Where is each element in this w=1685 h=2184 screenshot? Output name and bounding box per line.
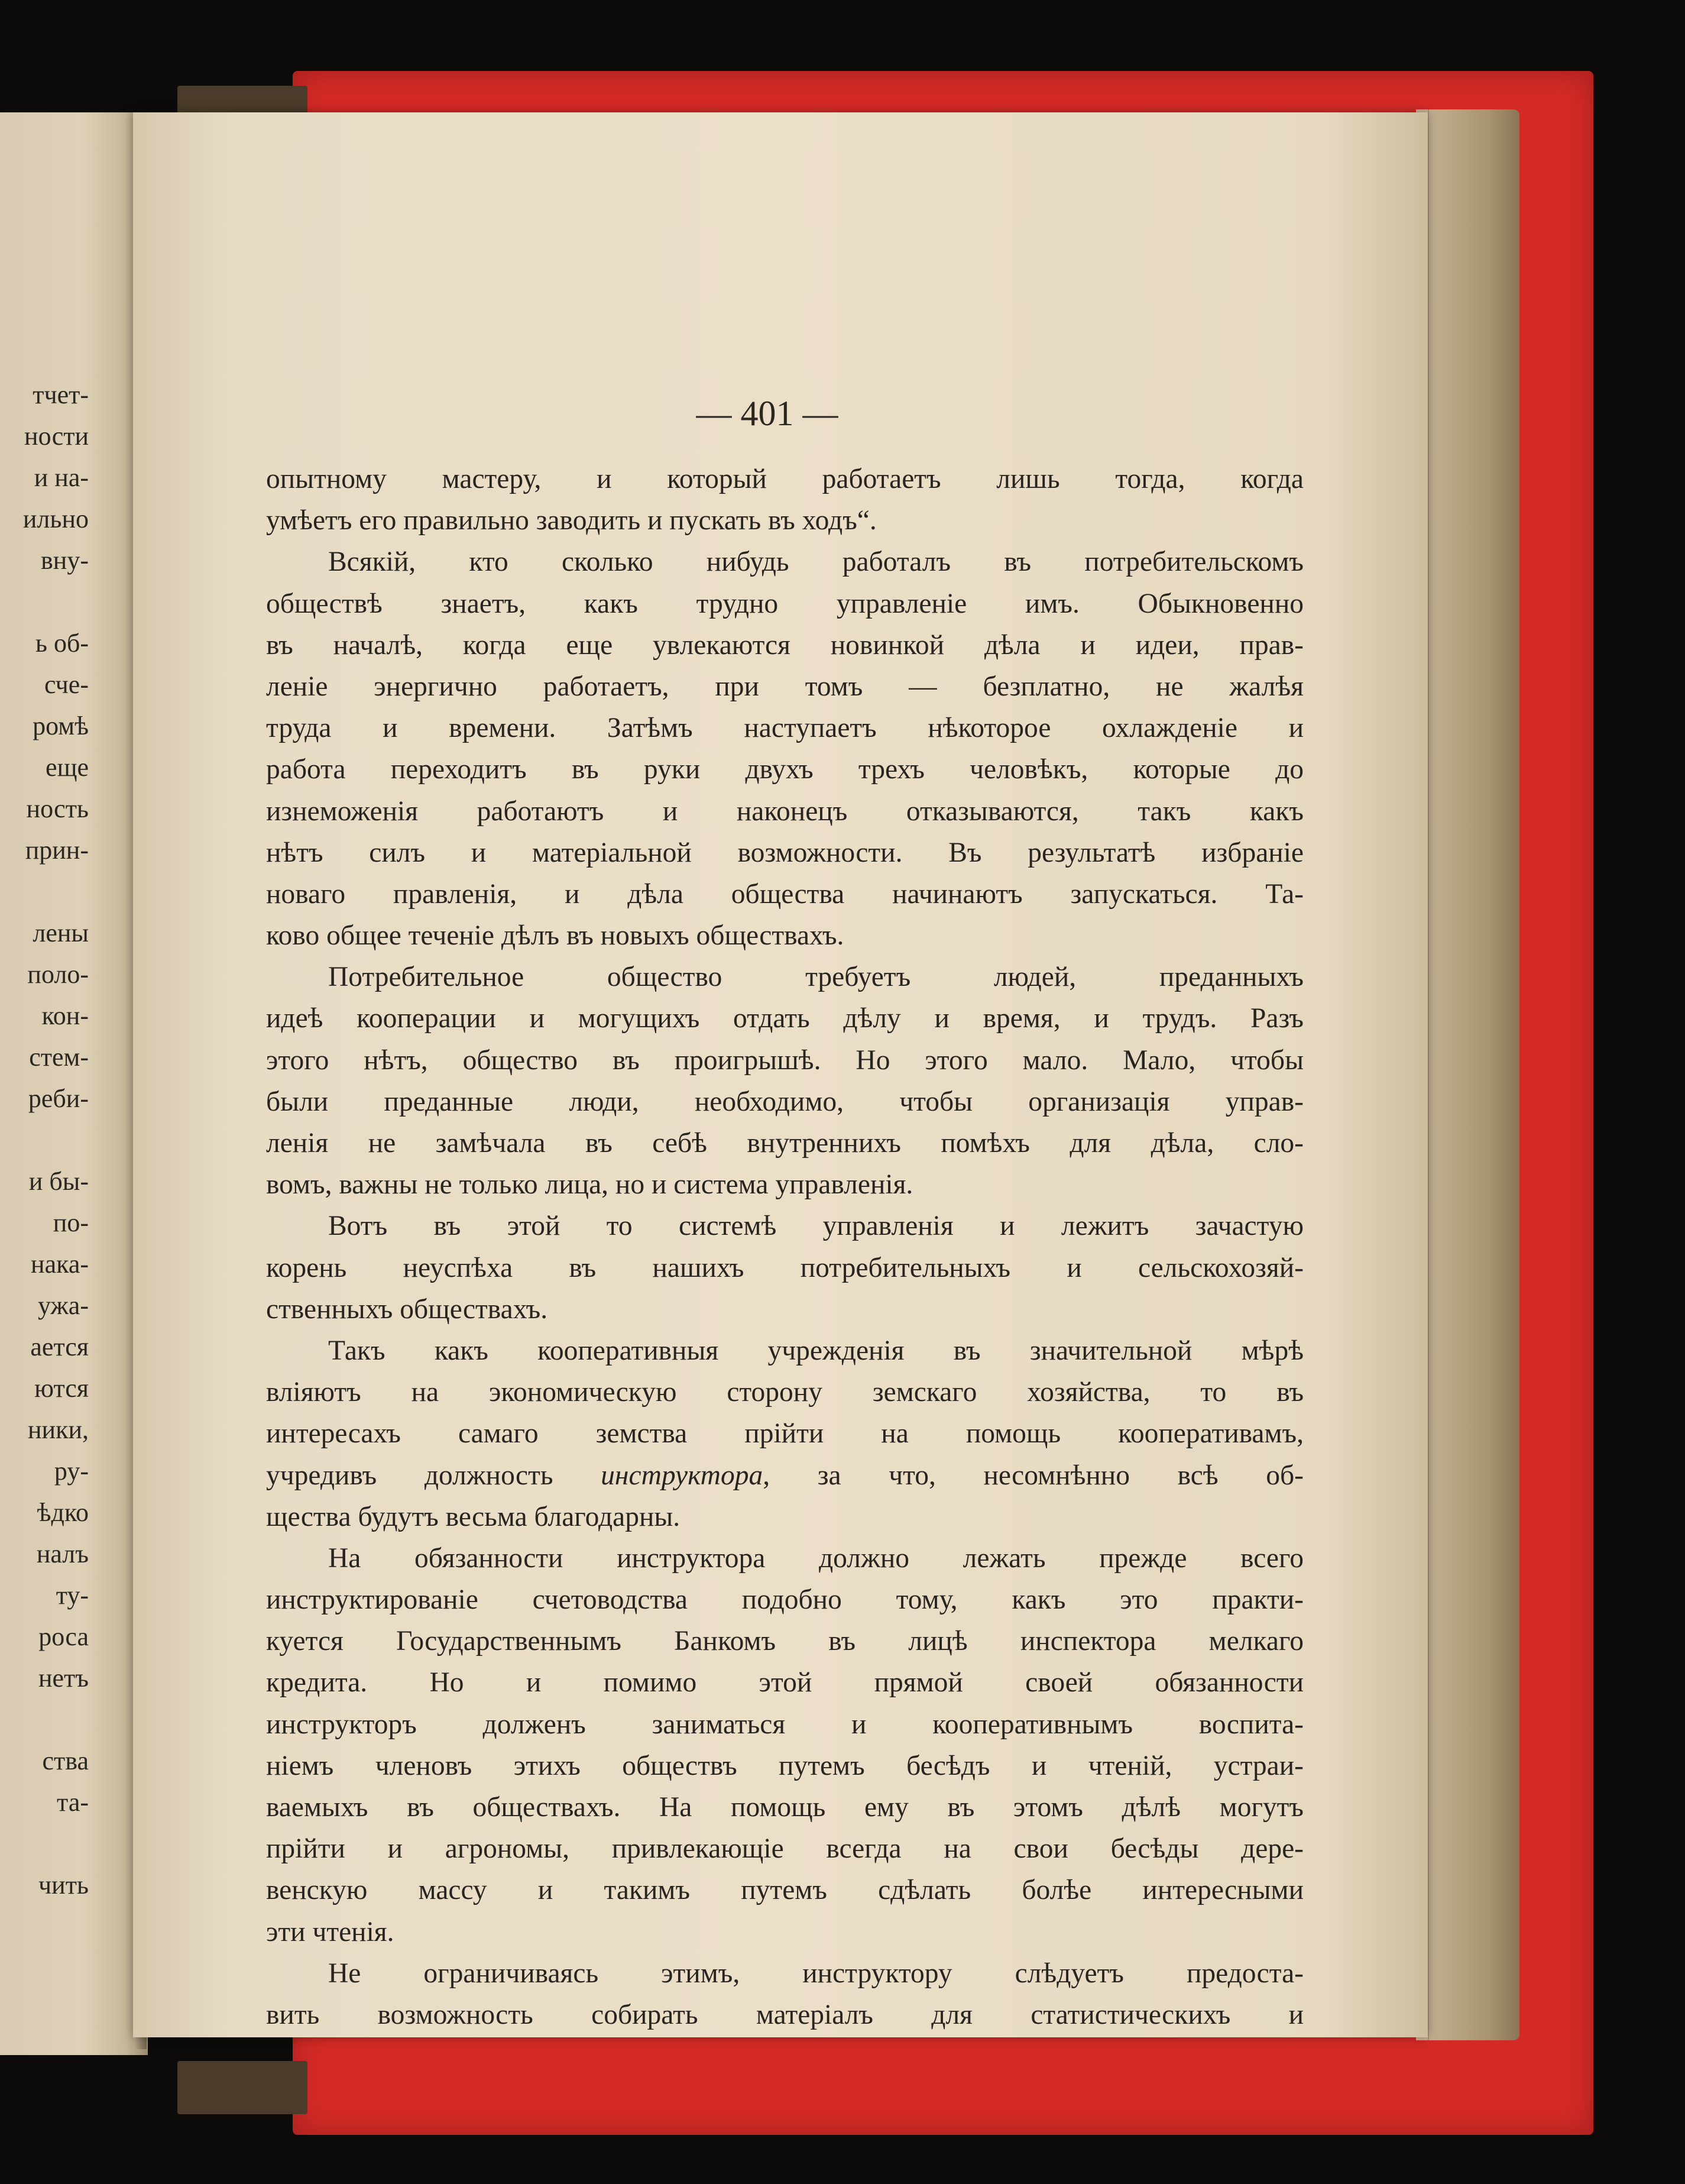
page-number: — 401 — — [696, 394, 838, 433]
left-page-line: нака- — [31, 1250, 89, 1279]
text-line: ніемъ членовъ этихъ обществъ путемъ бесѣдъ и чтеній, устраи- — [266, 1750, 1304, 1781]
text-line: новаго правленія, и дѣла общества начинаютъ запускаться. Та- — [266, 878, 1304, 910]
text-line: На обязанности инструктора должно лежать прежде всего — [328, 1542, 1304, 1574]
left-page-line: та- — [57, 1788, 89, 1817]
text-line: въ началѣ, когда еще увлекаются новинкой дѣла и идеи, прав- — [266, 629, 1304, 661]
text-line: ково общее теченіе дѣлъ въ новыхъ обществахъ. — [266, 920, 844, 952]
text-line: кредита. Но и помимо этой прямой своей обязанности — [266, 1667, 1304, 1698]
left-page-line: чить — [38, 1871, 89, 1900]
text-line: труда и времени. Затѣмъ наступаетъ нѣкоторое охлажденіе и — [266, 713, 1304, 744]
text-line: умѣетъ его правильно заводить и пускать въ ходъ“. — [266, 505, 877, 536]
text-line: интересахъ самаго земства прійти на помощь кооперативамъ, — [266, 1418, 1304, 1449]
left-page-line: ники, — [27, 1415, 89, 1444]
left-page-line: реби- — [28, 1084, 89, 1113]
text-line: нѣтъ силъ и матеріальной возможности. Въ результатѣ избраніе — [266, 837, 1304, 868]
text-line: корень неуспѣха въ нашихъ потребительныхъ и сельскохозяй- — [266, 1252, 1304, 1283]
text-line: инструкторъ долженъ заниматься и кооперативнымъ воспита- — [266, 1709, 1304, 1740]
left-page-line: еще — [46, 753, 89, 782]
left-page — [0, 112, 148, 2055]
text-line: вить возможность собирать матеріалъ для статистическихъ и — [266, 1999, 1304, 2030]
text-line: опытному мастеру, и который работаетъ лишь тогда, когда — [266, 464, 1304, 494]
text-line: были преданные люди, необходимо, чтобы организація управ- — [266, 1086, 1304, 1117]
left-page-line: поло- — [27, 960, 89, 989]
left-page-line: ромѣ — [33, 711, 89, 740]
left-page-line: сче- — [44, 670, 89, 699]
text-line: Вотъ въ этой то системѣ управленія и лежитъ зачастую — [328, 1211, 1304, 1242]
text-line: учредивъ должность инструктора, за что, несомнѣнно всѣ об- — [266, 1460, 1304, 1491]
left-page-line: ильно — [22, 504, 89, 533]
left-page-line: ности — [24, 422, 89, 451]
left-page-line: стем- — [29, 1043, 89, 1072]
text-line: инструктированіе счетоводства подобно тому, какъ это практи- — [266, 1584, 1304, 1616]
left-page-line: прин- — [25, 836, 89, 865]
left-page-line: ту- — [56, 1581, 89, 1610]
text-line: обществѣ знаетъ, какъ трудно управленіе имъ. Обыкновенно — [266, 588, 1304, 619]
left-page-line: ства — [42, 1746, 89, 1775]
right-page — [133, 112, 1428, 2037]
left-page-line: ются — [34, 1374, 89, 1403]
left-page-line: ужа- — [37, 1291, 89, 1320]
text-line: венскую массу и такимъ путемъ сдѣлать болѣе интересными — [266, 1875, 1304, 1906]
left-page-line: ру- — [54, 1457, 89, 1486]
left-page-line: ность — [26, 794, 89, 823]
text-line: Потребительное общество требуетъ людей, преданныхъ — [328, 962, 1304, 993]
text-line: Не ограничиваясь этимъ, инструктору слѣдуетъ предоста- — [328, 1957, 1304, 1989]
text-line: леніе энергично работаетъ, при томъ — безплатно, не жалѣя — [266, 671, 1304, 702]
text-line: Всякій, кто сколько нибудь работалъ въ потребительскомъ — [328, 546, 1304, 578]
text-line: эти чтенія. — [266, 1916, 394, 1947]
text-line: работа переходитъ въ руки двухъ трехъ человѣкъ, которые до — [266, 754, 1304, 785]
left-page-line: вну- — [41, 546, 89, 575]
text-line: этого нѣтъ, общество въ проигрышѣ. Но этого мало. Мало, чтобы — [266, 1044, 1304, 1076]
text-line: щества будутъ весьма благодарны. — [266, 1501, 681, 1532]
text-line: куется Государственнымъ Банкомъ въ лицѣ инспектора мелкаго — [266, 1626, 1304, 1657]
left-page-line: по- — [53, 1208, 89, 1237]
left-page-line: налъ — [36, 1539, 89, 1568]
left-page-line: и на- — [34, 463, 89, 492]
left-page-line: ѣдко — [37, 1498, 89, 1527]
text-line: ваемыхъ въ обществахъ. На помощь ему въ этомъ дѣлѣ могутъ — [266, 1792, 1304, 1823]
text-line: идеѣ кооперации и могущихъ отдать дѣлу и время, и трудъ. Разъ — [266, 1003, 1304, 1034]
left-page-line: роса — [38, 1622, 89, 1651]
text-line: ственныхъ обществахъ. — [266, 1293, 548, 1325]
left-page-line: лены — [33, 918, 89, 947]
left-page-line: ь об- — [35, 629, 89, 658]
body-text — [266, 458, 1304, 2036]
left-page-line: ается — [30, 1332, 89, 1361]
text-line: вомъ, важны не только лица, но и система управленія. — [266, 1169, 913, 1201]
text-line: Такъ какъ кооперативныя учрежденія въ значительной мѣрѣ — [328, 1335, 1304, 1366]
text-line: изнеможенія работаютъ и наконецъ отказываются, такъ какъ — [266, 795, 1304, 827]
left-page-line: тчет- — [33, 380, 89, 409]
spine-cloth-bottom — [177, 2061, 307, 2114]
text-line: прійти и агрономы, привлекающіе всегда на свои бесѣды дере- — [266, 1833, 1304, 1865]
text-line: вліяютъ на экономическую сторону земскаго хозяйства, то въ — [266, 1377, 1304, 1408]
left-page-line: кон- — [41, 1001, 89, 1030]
page-edges — [1416, 109, 1519, 2040]
left-page-line: нетъ — [38, 1664, 89, 1693]
left-page-line: и бы- — [28, 1167, 89, 1196]
text-line: ленія не замѣчала въ себѣ внутреннихъ помѣхъ для дѣла, сло- — [266, 1128, 1304, 1159]
